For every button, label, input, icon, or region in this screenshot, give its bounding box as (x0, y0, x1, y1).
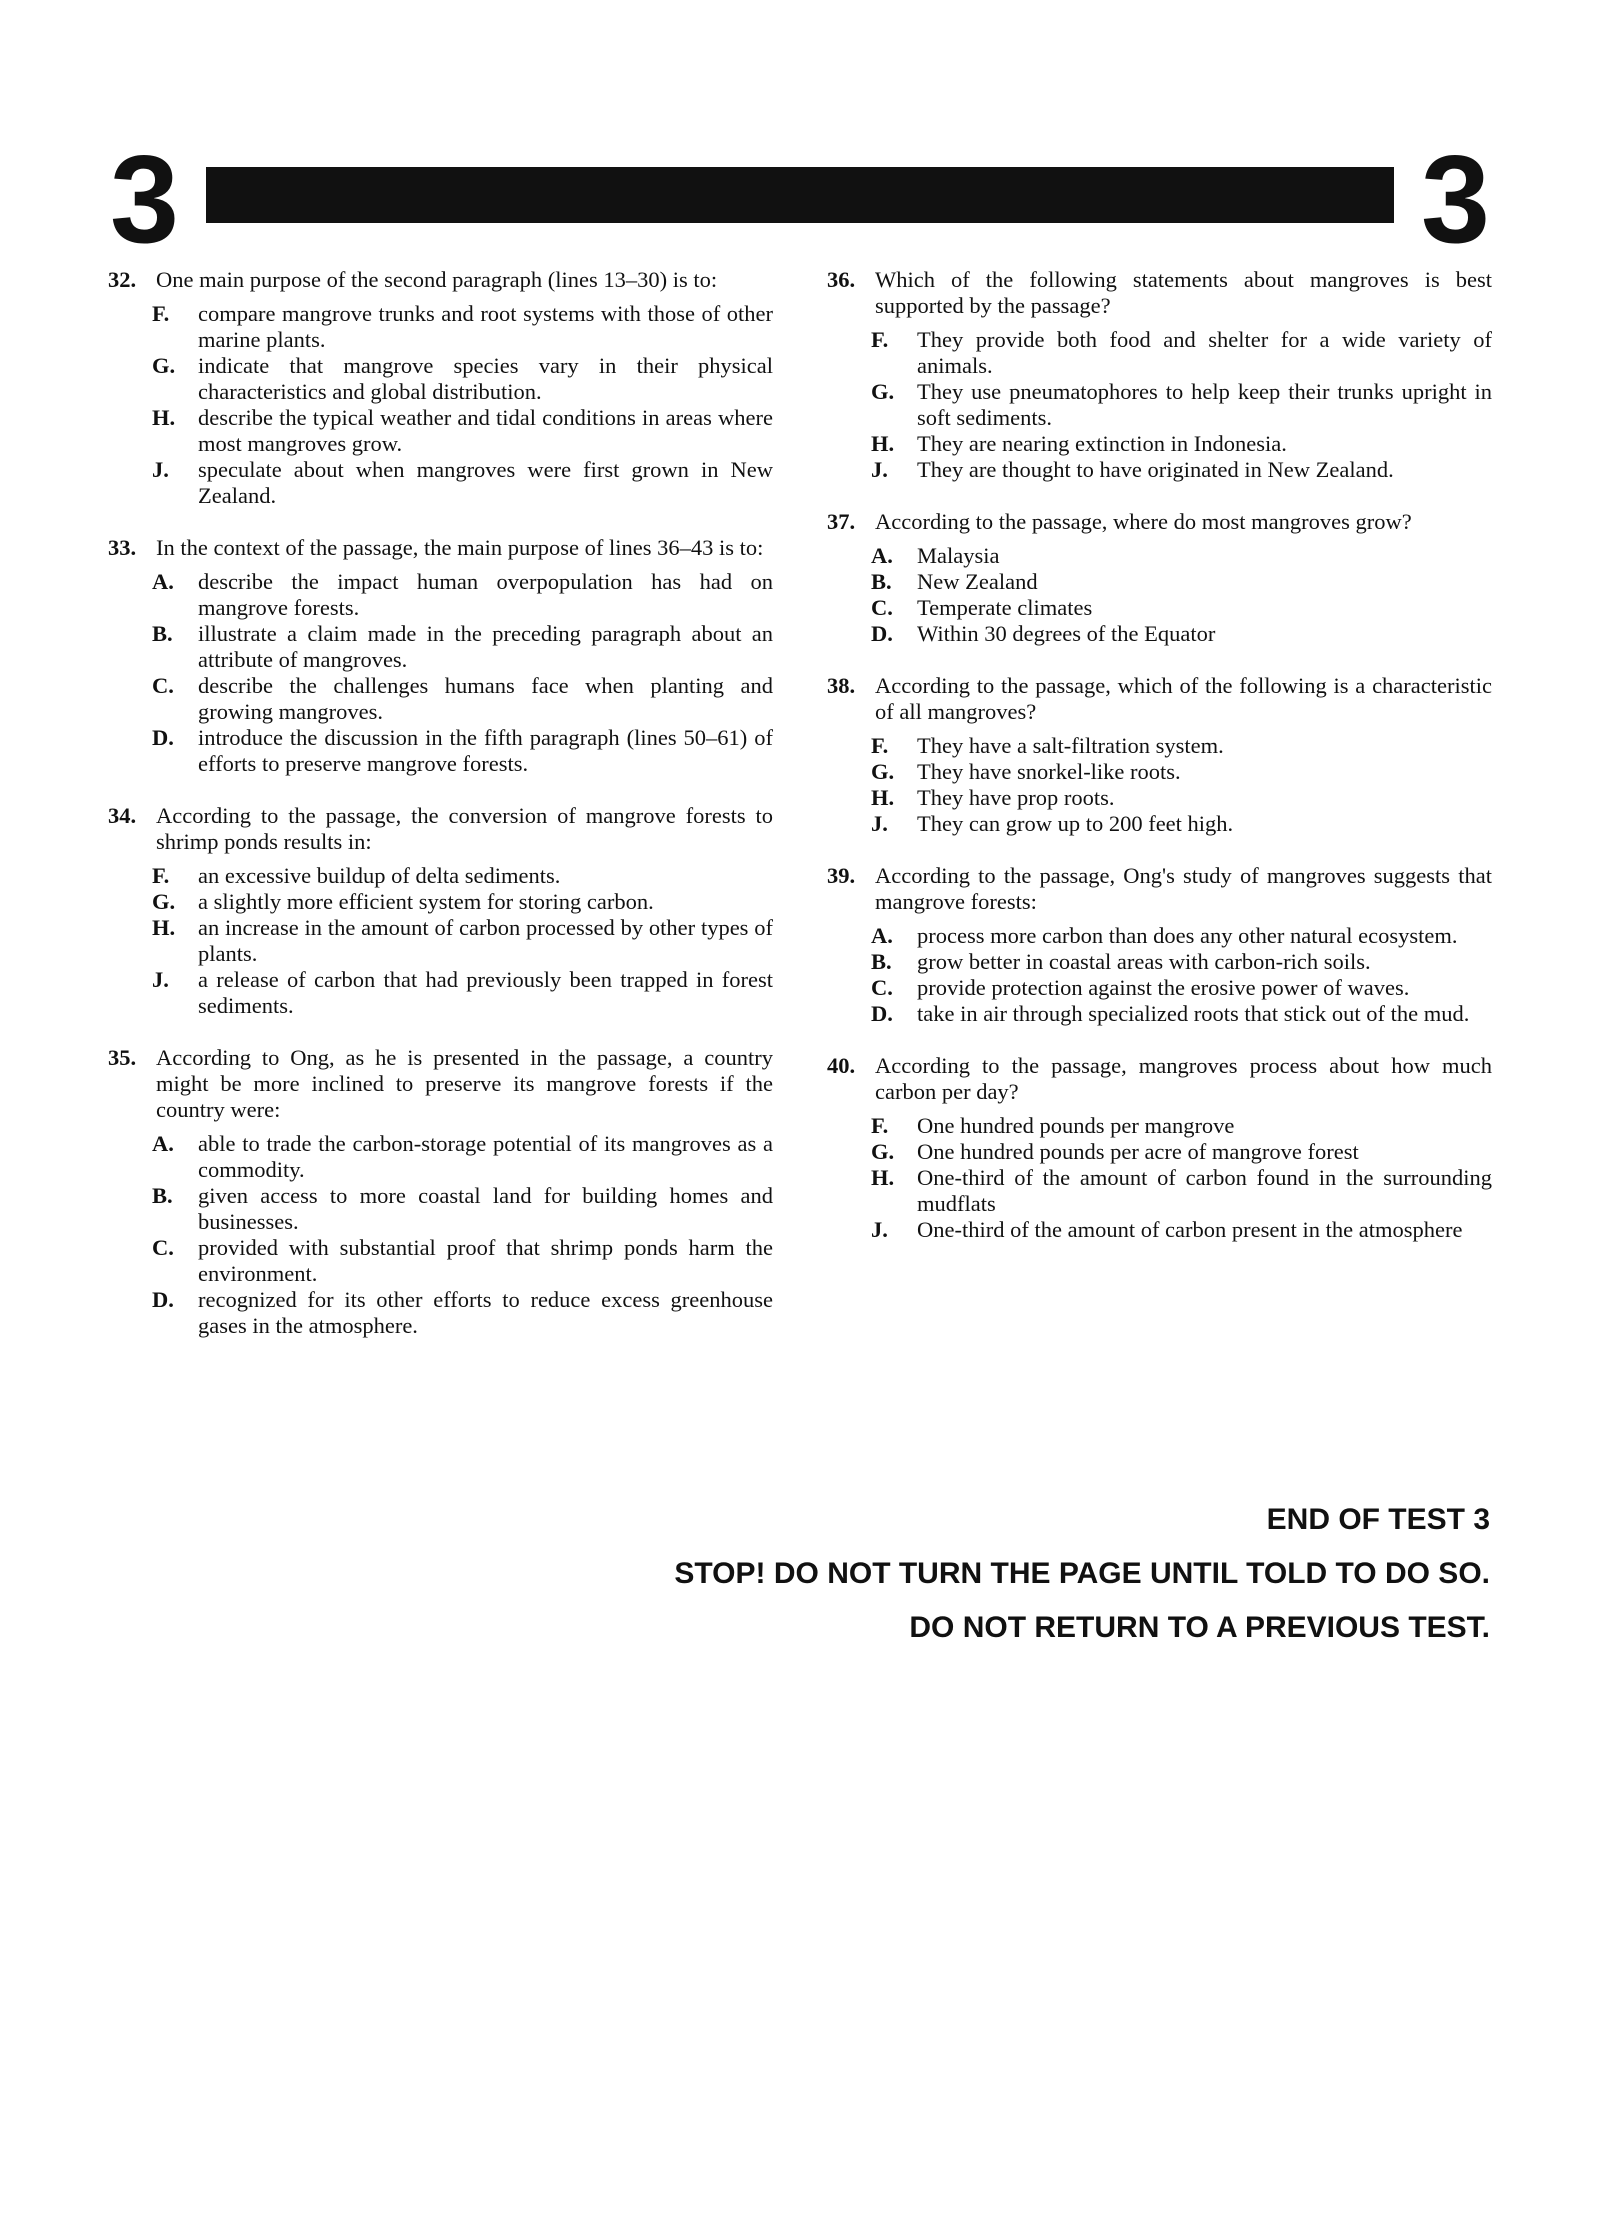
option-text: recognized for its other efforts to reduce excess greenhouse gases in the atmosphere. (198, 1287, 773, 1338)
answer-option (152, 457, 773, 509)
answer-option (871, 733, 1492, 759)
answer-option (152, 967, 773, 1019)
option-text: They have prop roots. (917, 785, 1115, 810)
option-letter: A. (871, 923, 893, 948)
option-letter: C. (152, 1235, 174, 1260)
option-text: Temperate climates (917, 595, 1093, 620)
option-letter: C. (871, 975, 893, 1000)
answer-option (871, 759, 1492, 785)
option-letter: F. (871, 327, 889, 352)
stop-instruction: STOP! DO NOT TURN THE PAGE UNTIL TOLD TO DO SO. (674, 1557, 1490, 1590)
answer-option (871, 975, 1492, 1001)
option-letter: G. (152, 889, 176, 914)
option-text: provided with substantial proof that shrimp ponds harm the environment. (198, 1235, 773, 1286)
answer-option (152, 1131, 773, 1183)
option-text: indicate that mangrove species vary in their physical characteristics and global distribution. (198, 353, 773, 404)
option-letter: H. (152, 915, 176, 940)
option-text: One hundred pounds per mangrove (917, 1113, 1235, 1138)
question-text: In the context of the passage, the main purpose of lines 36–43 is to: (156, 535, 764, 560)
option-text: One hundred pounds per acre of mangrove forest (917, 1139, 1359, 1164)
question-stem (108, 267, 773, 293)
answer-option (871, 379, 1492, 431)
answer-option (871, 785, 1492, 811)
question-number: 36. (827, 267, 856, 292)
option-letter: G. (871, 379, 895, 404)
option-text: process more carbon than does any other natural ecosystem. (917, 923, 1458, 948)
option-letter: A. (152, 1131, 174, 1156)
question-stem (108, 535, 773, 561)
question-item (108, 1045, 773, 1339)
option-letter: G. (871, 759, 895, 784)
option-text: able to trade the carbon-storage potential of its mangroves as a commodity. (198, 1131, 773, 1182)
question-number: 39. (827, 863, 856, 888)
option-letter: H. (871, 785, 895, 810)
answer-options (827, 327, 1492, 483)
answer-option (871, 569, 1492, 595)
answer-options (108, 301, 773, 509)
question-text: According to Ong, as he is presented in the passage, a country might be more inclined to preserve its mangrove forests if the country were: (156, 1045, 773, 1122)
option-letter: H. (152, 405, 176, 430)
answer-option (871, 949, 1492, 975)
question-text: According to the passage, where do most mangroves grow? (875, 509, 1412, 534)
option-text: One-third of the amount of carbon found in the surrounding mudflats (917, 1165, 1492, 1216)
answer-option (871, 327, 1492, 379)
option-letter: A. (871, 543, 893, 568)
option-text: They have snorkel-like roots. (917, 759, 1181, 784)
option-letter: J. (871, 1217, 888, 1242)
option-text: One-third of the amount of carbon present in the atmosphere (917, 1217, 1463, 1242)
option-text: introduce the discussion in the fifth paragraph (lines 50–61) of efforts to preserve mangrove forests. (198, 725, 773, 776)
option-letter: F. (152, 863, 170, 888)
option-letter: C. (152, 673, 174, 698)
end-of-test-block (674, 1493, 1490, 1655)
answer-options (108, 863, 773, 1019)
option-letter: D. (152, 1287, 174, 1312)
option-text: They are thought to have originated in New Zealand. (917, 457, 1394, 482)
option-letter: D. (152, 725, 174, 750)
answer-option (152, 673, 773, 725)
answer-option (871, 923, 1492, 949)
option-text: an increase in the amount of carbon processed by other types of plants. (198, 915, 773, 966)
option-text: They provide both food and shelter for a wide variety of animals. (917, 327, 1492, 378)
answer-option (871, 1113, 1492, 1139)
option-letter: C. (871, 595, 893, 620)
question-item (108, 803, 773, 1019)
answer-options (827, 1113, 1492, 1243)
answer-option (871, 457, 1492, 483)
question-stem (827, 863, 1492, 915)
answer-option (152, 569, 773, 621)
answer-option (871, 595, 1492, 621)
answer-options (108, 569, 773, 777)
question-item (827, 1053, 1492, 1243)
question-item (108, 267, 773, 509)
question-item (827, 267, 1492, 483)
option-letter: G. (152, 353, 176, 378)
option-letter: H. (871, 1165, 895, 1190)
answer-option (152, 301, 773, 353)
option-letter: D. (871, 621, 893, 646)
option-text: describe the typical weather and tidal conditions in areas where most mangroves grow. (198, 405, 773, 456)
option-letter: H. (871, 431, 895, 456)
section-number-left: 3 (110, 131, 179, 269)
option-text: describe the challenges humans face when planting and growing mangroves. (198, 673, 773, 724)
option-text: provide protection against the erosive power of waves. (917, 975, 1410, 1000)
option-letter: F. (871, 1113, 889, 1138)
option-letter: B. (152, 1183, 173, 1208)
answer-option (152, 889, 773, 915)
option-text: speculate about when mangroves were first grown in New Zealand. (198, 457, 773, 508)
section-header (110, 131, 1490, 269)
option-text: grow better in coastal areas with carbon-rich soils. (917, 949, 1371, 974)
answer-option (871, 621, 1492, 647)
option-letter: B. (152, 621, 173, 646)
option-letter: J. (152, 457, 169, 482)
left-column (108, 267, 773, 1365)
option-letter: F. (152, 301, 170, 326)
option-text: illustrate a claim made in the preceding paragraph about an attribute of mangroves. (198, 621, 773, 672)
question-number: 40. (827, 1053, 856, 1078)
option-text: an excessive buildup of delta sediments. (198, 863, 561, 888)
option-letter: A. (152, 569, 174, 594)
option-text: describe the impact human overpopulation has had on mangrove forests. (198, 569, 773, 620)
answer-options (827, 543, 1492, 647)
answer-option (871, 1001, 1492, 1027)
answer-option (152, 621, 773, 673)
answer-options (108, 1131, 773, 1339)
question-stem (827, 267, 1492, 319)
answer-option (871, 1217, 1492, 1243)
answer-option (152, 1287, 773, 1339)
question-item (827, 863, 1492, 1027)
answer-option (871, 431, 1492, 457)
question-number: 34. (108, 803, 137, 828)
option-text: They are nearing extinction in Indonesia. (917, 431, 1287, 456)
option-letter: B. (871, 569, 892, 594)
question-number: 35. (108, 1045, 137, 1070)
question-item (827, 509, 1492, 647)
question-number: 33. (108, 535, 137, 560)
section-header-bar (206, 167, 1394, 223)
answer-option (152, 353, 773, 405)
end-of-test-label: END OF TEST 3 (1266, 1503, 1490, 1536)
answer-option (152, 915, 773, 967)
option-text: take in air through specialized roots that stick out of the mud. (917, 1001, 1470, 1026)
option-text: Within 30 degrees of the Equator (917, 621, 1216, 646)
question-number: 38. (827, 673, 856, 698)
question-text: One main purpose of the second paragraph (lines 13–30) is to: (156, 267, 718, 292)
option-text: They use pneumatophores to help keep their trunks upright in soft sediments. (917, 379, 1492, 430)
question-item (108, 535, 773, 777)
option-letter: J. (871, 457, 888, 482)
question-stem (827, 673, 1492, 725)
option-text: They have a salt-filtration system. (917, 733, 1224, 758)
answer-option (152, 725, 773, 777)
option-text: a slightly more efficient system for storing carbon. (198, 889, 654, 914)
answer-options (827, 923, 1492, 1027)
option-text: given access to more coastal land for building homes and businesses. (198, 1183, 773, 1234)
question-text: According to the passage, the conversion of mangrove forests to shrimp ponds results in: (156, 803, 773, 854)
question-text: According to the passage, mangroves process about how much carbon per day? (875, 1053, 1492, 1104)
answer-option (871, 811, 1492, 837)
question-item (827, 673, 1492, 837)
answer-option (152, 1235, 773, 1287)
option-text: Malaysia (917, 543, 1000, 568)
answer-options (827, 733, 1492, 837)
answer-option (152, 405, 773, 457)
answer-option (152, 863, 773, 889)
question-stem (108, 803, 773, 855)
option-letter: D. (871, 1001, 893, 1026)
option-letter: B. (871, 949, 892, 974)
option-text: a release of carbon that had previously been trapped in forest sediments. (198, 967, 773, 1018)
option-text: New Zealand (917, 569, 1038, 594)
question-stem (108, 1045, 773, 1123)
option-letter: G. (871, 1139, 895, 1164)
question-text: According to the passage, Ong's study of mangroves suggests that mangrove forests: (875, 863, 1492, 914)
option-letter: J. (871, 811, 888, 836)
section-number-right: 3 (1421, 131, 1490, 269)
question-stem (827, 509, 1492, 535)
right-column (827, 267, 1492, 1269)
question-number: 37. (827, 509, 856, 534)
question-number: 32. (108, 267, 137, 292)
option-text: They can grow up to 200 feet high. (917, 811, 1234, 836)
option-text: compare mangrove trunks and root systems with those of other marine plants. (198, 301, 773, 352)
answer-option (871, 1165, 1492, 1217)
option-letter: F. (871, 733, 889, 758)
answer-option (871, 543, 1492, 569)
question-stem (827, 1053, 1492, 1105)
question-text: Which of the following statements about mangroves is best supported by the passage? (875, 267, 1492, 318)
question-text: According to the passage, which of the following is a characteristic of all mangroves? (875, 673, 1492, 724)
answer-option (871, 1139, 1492, 1165)
no-return-instruction: DO NOT RETURN TO A PREVIOUS TEST. (909, 1611, 1490, 1644)
answer-option (152, 1183, 773, 1235)
option-letter: J. (152, 967, 169, 992)
